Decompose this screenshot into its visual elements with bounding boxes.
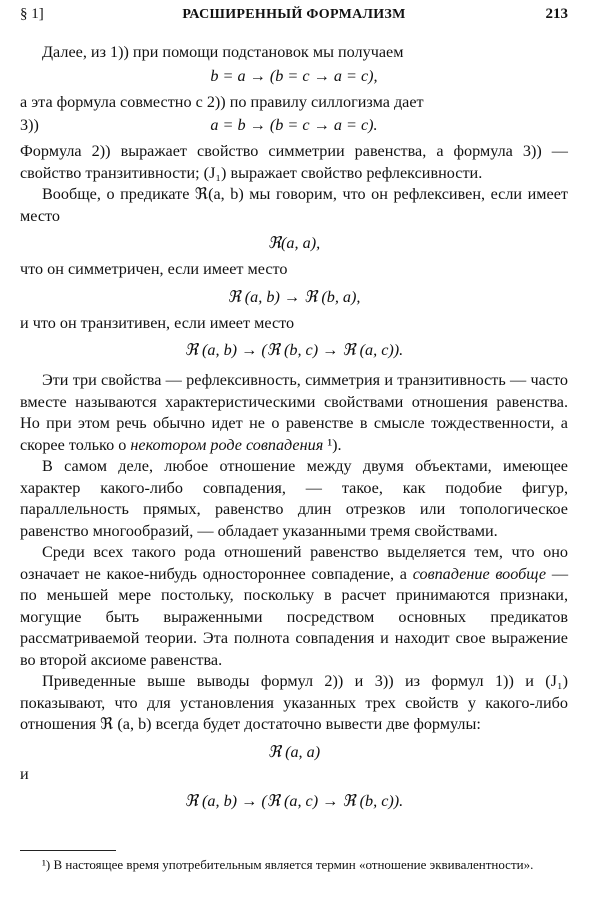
paragraph-10: Приведенные выше выводы формул 2)) и 3)) из формул 1)) и (J₁) показывают, что для установления указанных трех свойств у какого-либо отношения ℜ (a, b) всегда будет достаточно вывести две формулы:	[20, 672, 568, 733]
formula-3: ℜ(a, a),	[267, 234, 321, 252]
page-body	[20, 42, 568, 813]
formula-4: ℜ (a, b) → ℜ (b, a),	[227, 287, 361, 306]
section-marker: § 1]	[20, 6, 44, 22]
footnote: ¹) В настоящее время употребительным является термин «отношение эквивалентности».	[42, 857, 534, 872]
paragraph-7-text: Эти три свойства — рефлексивность, симметрия и транзитивность — часто вместе называются характеристическими свойствами отношения равенства. Но при этом речь обычно идет не о равенстве в смысле тождественности, а скорее только о	[20, 371, 568, 454]
paragraph-3: Формула 2)) выражает свойство симметрии равенства, а формула 3)) — свойство транзитивности; (J₁) выражает свойство рефлексивности.	[20, 142, 568, 182]
formula-7: ℜ (a, b) → (ℜ (a, c) → ℜ (b, c)).	[184, 792, 404, 810]
formula-6: ℜ (a, a)	[267, 742, 321, 761]
page-number: 213	[545, 6, 568, 22]
formula-1: b = a → (b = c → a = c),	[210, 66, 378, 85]
paragraph-9-text-b: — по меньшей мере постольку, поскольку в расчет принимаются признаки, могущие быть выраженными посредством основных предикатов рассматриваемой теории. Эта полнота совпадения и находит свое выражение во второй аксиоме равенства.	[20, 564, 569, 669]
formula-2	[20, 113, 568, 137]
paragraph-7-emphasis: некотором роде совпадения	[130, 435, 324, 454]
running-header	[20, 6, 568, 28]
footnote-ref: ¹).	[323, 435, 342, 454]
paragraph-9	[20, 542, 568, 671]
paragraph-9-emphasis: совпадение вообще	[412, 564, 547, 583]
paragraph-5: что он симметричен, если имеет место	[20, 260, 288, 278]
formula-2-text: a = b → (b = c → a = c).	[210, 116, 378, 134]
running-title: РАСШИРЕННЫЙ ФОРМАЛИЗМ	[182, 7, 406, 22]
paragraph-9-text-a: Среди всех такого рода отношений равенство выделяется тем, что оно означает не какое-нибудь одностороннее совпадение, а	[20, 543, 568, 583]
paragraph-7	[20, 370, 568, 456]
formula-2-label: 3))	[20, 116, 39, 134]
paragraph-6: и что он транзитивен, если имеет место	[20, 313, 295, 332]
paragraph-11: и	[20, 764, 29, 783]
footnote-rule	[20, 850, 116, 851]
paragraph-2: а эта формула совместно с 2)) по правилу силлогизма дает	[20, 92, 424, 111]
paragraph-8: В самом деле, любое отношение между двумя объектами, имеющее характер какого-либо совпадения, — такое, как подобие фигур, параллельность прямых, равенство длин отрезков или топологическое равенство многообразий, — обладает указанными тремя свойствами.	[20, 457, 568, 540]
paragraph-1: Далее, из 1)) при помощи подстановок мы получаем	[42, 43, 404, 61]
formula-5: ℜ (a, b) → (ℜ (b, c) → ℜ (a, c)).	[184, 341, 404, 359]
paragraph-4: Вообще, о предикате ℜ(a, b) мы говорим, что он рефлексивен, если имеет место	[20, 185, 568, 225]
